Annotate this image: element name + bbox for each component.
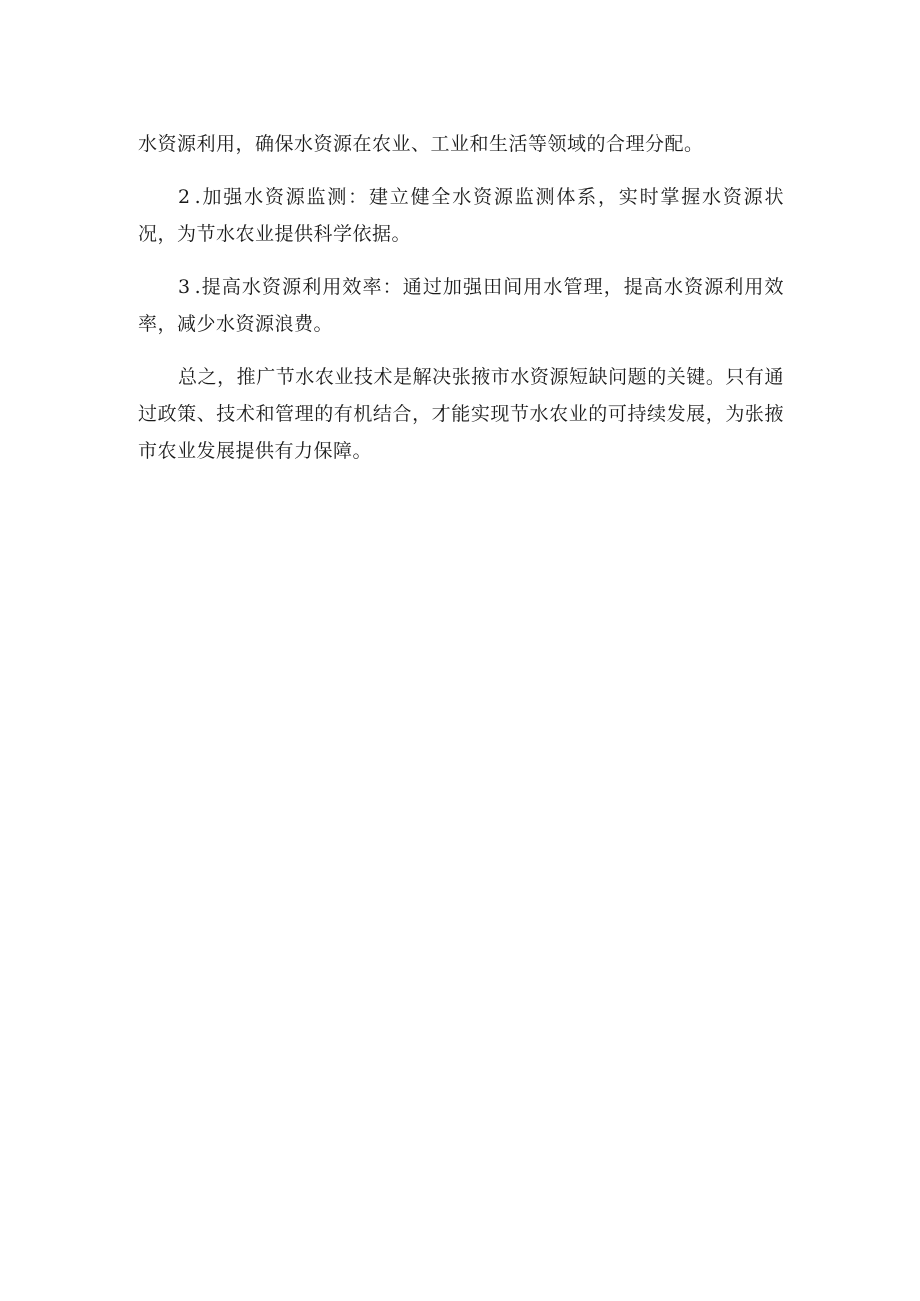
list-number: 2 — [178, 186, 191, 208]
paragraph-continuation — [138, 126, 784, 163]
conclusion-paragraph — [138, 359, 784, 470]
list-number: 3 — [178, 276, 191, 298]
list-item-text: .提高水资源利用效率：通过加强田间用水管理，提高水资源利用效率，减少水资源浪费。 — [138, 276, 784, 335]
document-body — [138, 126, 784, 486]
paragraph-text: 总之，推广节水农业技术是解决张掖市水资源短缺问题的关键。只有通过政策、技术和管理的有机结合，才能实现节水农业的可持续发展，为张掖市农业发展提供有力保障。 — [138, 366, 784, 462]
list-item-3 — [138, 269, 784, 343]
paragraph-text: 水资源利用，确保水资源在农业、工业和生活等领域的合理分配。 — [138, 133, 704, 155]
list-item-2 — [138, 179, 784, 253]
list-item-text: .加强水资源监测：建立健全水资源监测体系，实时掌握水资源状况，为节水农业提供科学依据。 — [138, 186, 784, 245]
